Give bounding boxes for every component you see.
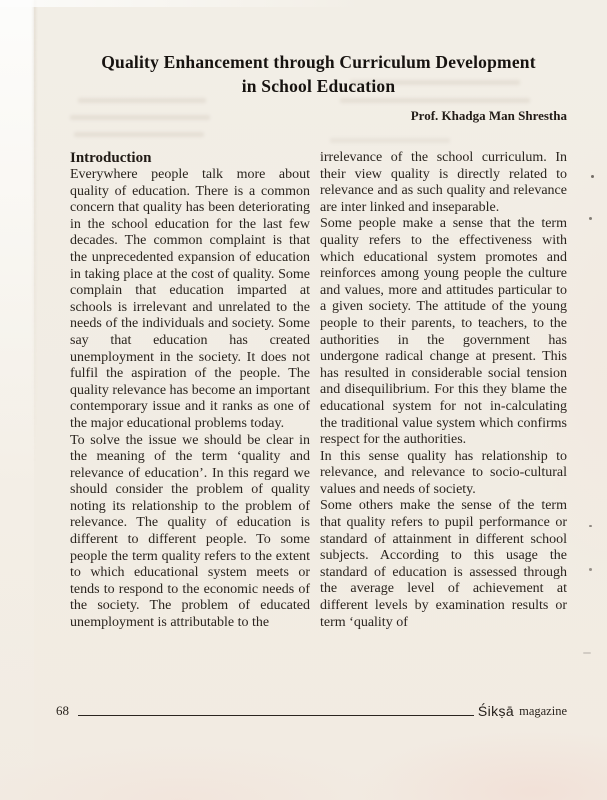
- page-footer: [56, 703, 567, 719]
- dust-speck: [583, 652, 591, 654]
- dust-speck: [589, 568, 592, 571]
- paragraph: irrelevance of the school curriculum. In their view quality is directly related to relevance and as such quality and relevance are inter linked and inseparable.: [320, 150, 567, 215]
- dust-speck: [591, 175, 594, 178]
- page-crease: [33, 0, 36, 464]
- scan-edge-top: [0, 0, 364, 7]
- article-body: [70, 150, 567, 684]
- scan-edge-left: [0, 0, 34, 800]
- bleed-through-artifact: [78, 98, 206, 103]
- paragraph: Some others make the sense of the term that quality refers to pupil performance or standard of attainment in different school subjects. According to this usage the standard of education is assessed through the average level of achievement at different levels by examination results or term ‘quality of: [320, 498, 567, 630]
- footer-rule: [78, 714, 474, 716]
- author-byline: Prof. Khadga Man Shrestha: [410, 108, 567, 123]
- article-title-line-1: Quality Enhancement through Curriculum Development: [101, 52, 536, 72]
- left-column: [70, 150, 310, 684]
- bleed-through-artifact: [340, 98, 530, 103]
- paragraph: Some people make a sense that the term quality refers to the effectiveness with which educational system promotes and reinforces among young people the culture and values, more and attitudes particular to a given society. The attitude of the young people to their parents, to teachers, to the authorities in the government has undergone radical change at present. This has resulted in considerable social tension and disequilibrium. For this they blame the educational system for not in-calculating the traditional value system which confirms respect for the authorities.: [320, 216, 567, 448]
- magazine-name: Śikṣā: [477, 703, 515, 719]
- page-number: 68: [56, 703, 69, 718]
- right-column: [320, 150, 567, 684]
- paragraph: To solve the issue we should be clear in the meaning of the term ‘quality and relevance of education’. In this regard we should consider the problem of quality noting its relationship to the problem of relevance. The quality of education is different to different people. To some people the term quality refers to the extent to which educational system meets or tends to respond to the economic needs of the society. The problem of educated unemployment is attributable to the: [70, 432, 310, 631]
- article-title: [70, 50, 567, 98]
- dust-speck: [589, 525, 592, 527]
- section-heading-introduction: Introduction: [70, 150, 152, 166]
- bleed-through-artifact: [330, 138, 450, 143]
- magazine-name-suffix: magazine: [519, 704, 567, 718]
- dust-speck: [589, 217, 592, 220]
- paragraph: Everywhere people talk more about quality of education. There is a common concern that quality has been deteriorating in the school education for the last few decades. The common complaint is that the unprecedented expansion of education in taking place at the cost of quality. Some complain that education imparted at schools is irrelevant and unrelated to the needs of the individuals and society. Some say that education has created unemployment in the society. It does not fulfil the aspiration of the people. The quality relevance has become an important contemporary issue and it ranks as one of the major educational problems today.: [70, 167, 310, 431]
- bleed-through-artifact: [74, 132, 204, 137]
- article-title-line-2: in School Education: [241, 76, 396, 96]
- paragraph: In this sense quality has relationship to relevance, and relevance to socio-cultural values and needs of society.: [320, 448, 567, 497]
